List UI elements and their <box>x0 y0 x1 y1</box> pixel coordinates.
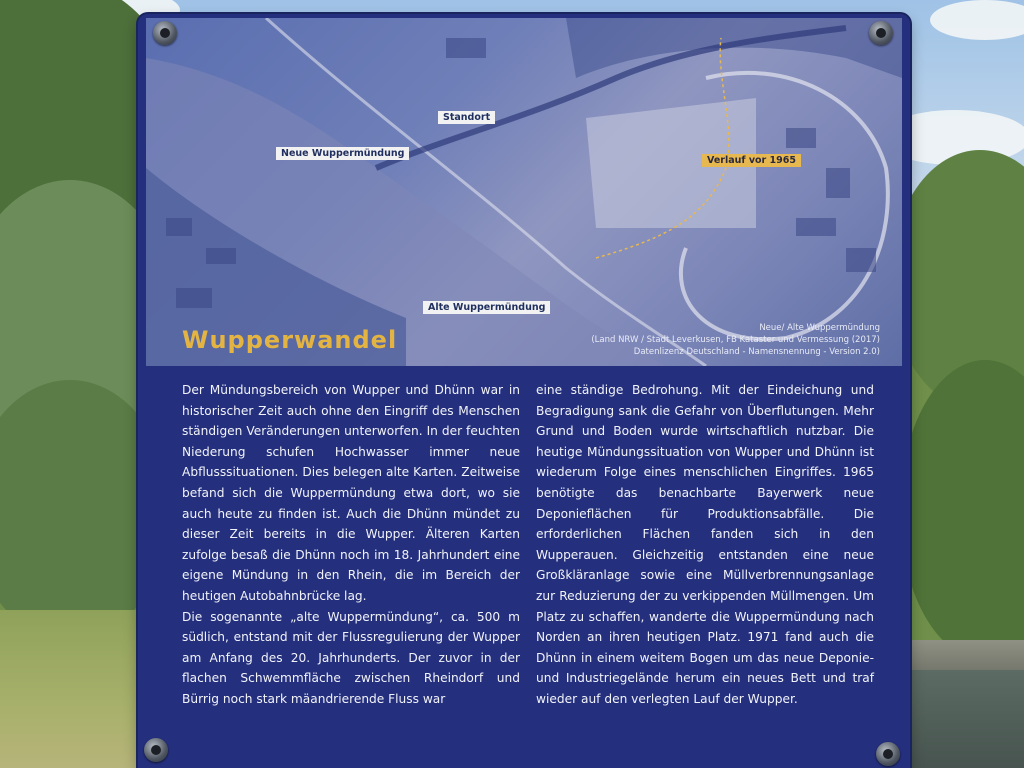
map-credit-line: Neue/ Alte Wuppermündung <box>759 323 880 333</box>
screw-icon <box>153 21 177 45</box>
map-credit-line: (Land NRW / Stadt Leverkusen, FB Kataster und Vermessung (2017) <box>591 335 880 345</box>
map-credit <box>591 322 880 358</box>
map-credit-line: Datenlizenz Deutschland - Namensnennung - Version 2.0) <box>633 347 880 357</box>
screw-icon <box>869 21 893 45</box>
map-label-verlauf-vor-1965: Verlauf vor 1965 <box>702 154 801 167</box>
sign-title: Wupperwandel <box>182 326 398 354</box>
aerial-map <box>146 18 902 366</box>
info-sign <box>138 14 910 768</box>
tree <box>900 360 1024 660</box>
screw-icon <box>144 738 168 762</box>
river-water <box>905 670 1024 768</box>
map-label-standort: Standort <box>438 111 495 124</box>
text-column-right <box>536 380 874 710</box>
screw-icon <box>876 742 900 766</box>
paragraph: eine ständige Bedrohung. Mit der Eindeichung und Begradigung sank die Gefahr von Überflutungen. Mehr Grund und Boden wurde wirtschaftlich nutzbar. Die heutige Mündungssituation von Wupper und Dhünn ist wiederum Folge eines menschlichen Eingriffes. 1965 benötigte das benachbarte Bayerwerk neue Deponieflächen für Produktionsabfälle. Die erforderlichen Flächen fanden sich in den Wupperauen. Gleichzeitig entstanden eine neue Großkläranlage sowie eine Müllverbrennungsanlage zur Reduzierung der zu verkippenden Müllmengen. Um Platz zu schaffen, wanderte die Wuppermündung nach Norden an ihren heutigen Platz. 1971 fand auch die Dhünn in einem weitem Bogen um das neue Deponie- und Industriegelände herum ein neues Bett und traf wieder auf den verlegten Lauf der Wupper. <box>536 383 874 706</box>
map-label-neue-wuppermuendung: Neue Wuppermündung <box>276 147 409 160</box>
paragraph: Die sogenannte „alte Wuppermündung“, ca. 500 m südlich, entstand mit der Flussregulierung der Wupper am Anfang des 20. Jahrhunderts. Der zuvor in der flachen Schwemmfläche zwischen Rheindorf und Bürrig noch stark mäandrierende Fluss war <box>182 609 520 706</box>
paragraph: Der Mündungsbereich von Wupper und Dhünn war in historischer Zeit auch ohne den Eingriff des Menschen ständigen Veränderungen unterworfen. In der feuchten Niederung schufen Hochwasser immer neue Abflusssituationen. Dies belegen alte Karten. Zeitweise befand sich die Wuppermündung etwa dort, wo sie auch heute zu finden ist. Auch die Dhünn mündet zu dieser Zeit bereits in die Wupper. Älteren Karten zufolge besaß die Dhünn noch im 18. Jahrhundert eine eigene Mündung in den Rhein, die im Bereich der heutigen Autobahnbrücke lag. <box>182 383 520 603</box>
map-label-alte-wuppermuendung: Alte Wuppermündung <box>423 301 550 314</box>
text-column-left <box>182 380 520 710</box>
